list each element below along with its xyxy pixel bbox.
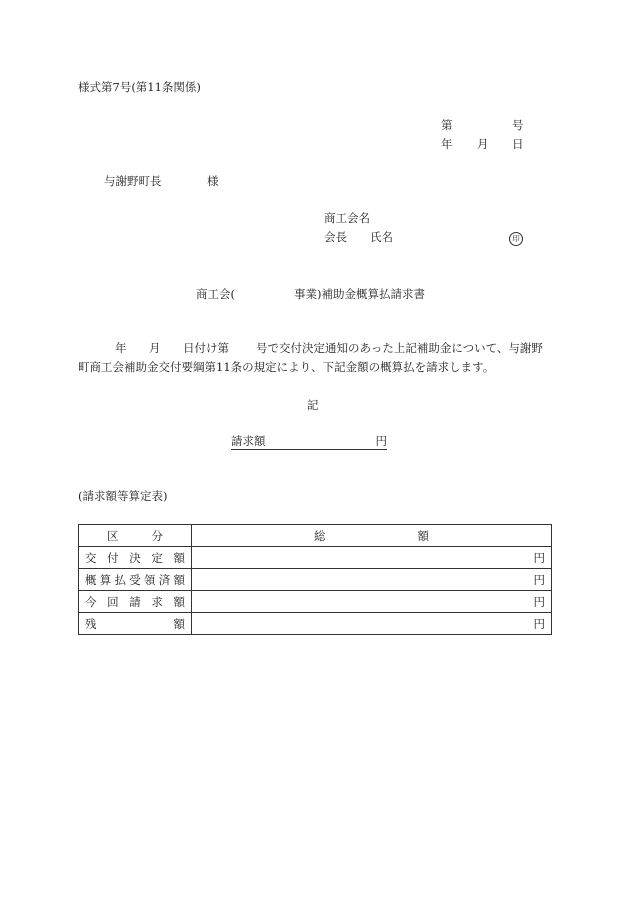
label-char: 区: [107, 528, 119, 543]
header-total: [192, 525, 552, 547]
row-amount[interactable]: 円: [192, 613, 552, 635]
label-char: 回: [107, 594, 119, 609]
table-row: [79, 569, 552, 591]
label-char: 残: [85, 616, 97, 631]
number-dai: 第: [441, 118, 453, 132]
row-amount[interactable]: 円: [192, 569, 552, 591]
addressee-honorific: 様: [207, 174, 219, 188]
date-month: 月: [477, 137, 489, 151]
label-char: 分: [151, 528, 163, 543]
addressee-name: 与謝野町長: [104, 174, 162, 188]
number-gou: 号: [512, 118, 524, 132]
header-total-text: [198, 528, 545, 544]
form-number: 様式第7号(第11条関係): [78, 80, 201, 94]
label-char: 求: [151, 594, 163, 609]
row-amount[interactable]: 円: [192, 591, 552, 613]
label-char: 付: [107, 550, 119, 565]
date-day: 日: [512, 137, 524, 151]
row-category-text: [85, 616, 185, 632]
label-char: 総: [314, 528, 326, 543]
label-char: 決: [129, 550, 141, 565]
row-category-text: [85, 550, 185, 566]
table-row: [79, 591, 552, 613]
role-label: 会長: [324, 230, 347, 244]
label-char: 額: [173, 594, 185, 609]
ki-heading: 記: [307, 398, 319, 412]
row-category: [79, 591, 192, 613]
row-category-text: [85, 572, 185, 588]
body-line2: 町商工会補助金交付要綱第11条の規定により、下記金額の概算払を請求します。: [78, 360, 495, 374]
request-amount-unit: 円: [375, 434, 387, 448]
row-category: [79, 613, 192, 635]
label-char: 概: [85, 572, 97, 587]
label-char: 請: [129, 594, 141, 609]
request-amount: [231, 434, 387, 450]
header-category: [79, 525, 192, 547]
label-char: 払: [114, 572, 126, 587]
label-char: 定: [151, 550, 163, 565]
row-category-text: [85, 594, 185, 610]
title-suffix: 事業)補助金概算払請求書: [294, 287, 425, 301]
table-caption: (請求額等算定表): [78, 489, 168, 503]
label-char: 額: [173, 550, 185, 565]
header-category-text: [85, 528, 185, 544]
request-amount-label: 請求額: [231, 434, 266, 448]
calculation-table: [78, 524, 552, 635]
label-char: 額: [173, 616, 185, 631]
body-dated-no: 日付け第: [183, 341, 229, 355]
label-char: 済: [158, 572, 171, 587]
label-char: 額: [417, 528, 429, 543]
label-char: 今: [85, 594, 97, 609]
label-char: 領: [144, 572, 156, 587]
title-prefix: 商工会(: [196, 287, 235, 301]
row-amount[interactable]: 円: [192, 547, 552, 569]
row-category: [79, 547, 192, 569]
date-year: 年: [441, 137, 453, 151]
name-label: 氏名: [370, 230, 393, 244]
seal-mark: 印: [509, 232, 523, 246]
body-line1-text: 号で交付決定通知のあった上記補助金について、与謝野: [256, 341, 543, 355]
label-char: 額: [173, 572, 185, 587]
row-category: [79, 569, 192, 591]
body-year: 年: [115, 341, 127, 355]
table-row: [79, 547, 552, 569]
body-month: 月: [149, 341, 161, 355]
label-char: 交: [85, 550, 97, 565]
table-row: [79, 613, 552, 635]
label-char: 算: [99, 572, 112, 587]
label-char: 受: [129, 572, 141, 587]
org-name-label: 商工会名: [324, 211, 370, 225]
table-header-row: [79, 525, 552, 547]
